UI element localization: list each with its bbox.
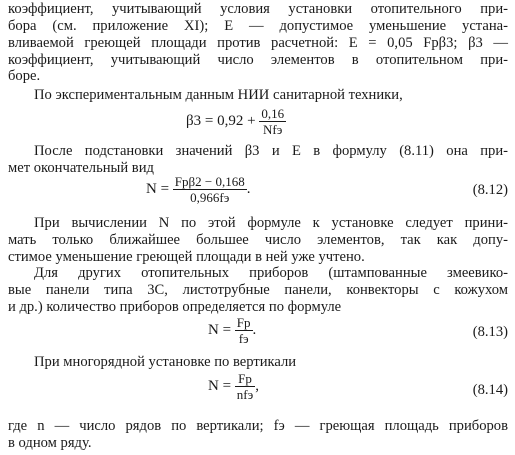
equation-lhs: N =	[208, 321, 232, 338]
equation-8-12	[8, 168, 508, 208]
fraction	[235, 315, 253, 346]
equation-number: (8.12)	[472, 182, 508, 198]
fraction	[173, 174, 247, 205]
equation-punct: ,	[255, 377, 259, 394]
text-line: где n — число рядов по вертикали; fэ — греющая площадь приборов	[8, 418, 508, 434]
fraction-numerator: 0,16	[261, 106, 285, 121]
text-line: После подстановки значений β3 и E в формулу (8.11) она при-	[34, 143, 508, 159]
equation-8-13	[8, 310, 508, 346]
equation-beta3	[8, 100, 508, 136]
fraction-numerator: Fp	[238, 371, 252, 386]
text-line: стимое уменьшение греющей площади в ней уже учтено.	[8, 249, 365, 265]
equation-8-14	[8, 366, 508, 406]
equation-punct: .	[246, 180, 251, 197]
fraction-numerator: Fp	[236, 315, 251, 330]
fraction-denominator: nfэ	[236, 387, 254, 402]
text-line: и др.) количество приборов определяется по формуле	[8, 299, 342, 315]
fraction-denominator: Nfэ	[259, 121, 286, 137]
equation-lhs: β3 = 0,92 +	[186, 112, 256, 129]
fraction-numerator: Fpβ2 − 0,168	[174, 174, 245, 189]
equation-lhs: N =	[208, 377, 232, 394]
equation-lhs: N =	[146, 180, 170, 197]
text-line: Для других отопительных приборов (штампованные змеевико-	[34, 265, 508, 281]
text-line: коэффициент, учитывающий условия установки отопительного при-	[8, 1, 508, 17]
text-line: в одном ряду.	[8, 435, 92, 451]
text-line: коэффициент, учитывающий число элементов в отопительном при-	[8, 52, 508, 68]
text-line: мет окончательный вид	[8, 160, 154, 176]
text-line: вые панели типа 3С, листотрубные панели, конвекторы с кожухом	[8, 282, 508, 298]
text-line: При многорядной установке по вертикали	[34, 354, 297, 370]
text-line: боре.	[8, 68, 41, 84]
fraction	[259, 106, 286, 137]
text-line: При вычислении N по этой формуле к установке следует прини-	[34, 215, 508, 231]
equation-number: (8.14)	[472, 382, 508, 398]
text-line: бора (см. приложение XI); E — допустимое уменьшение устана-	[8, 18, 508, 34]
equation-number: (8.13)	[472, 324, 508, 340]
fraction-denominator: fэ	[235, 330, 253, 346]
text-line: мать только ближайшее большее число элементов, так как допу-	[8, 232, 508, 248]
fraction	[235, 371, 255, 402]
fraction-denominator: 0,966fэ	[173, 189, 247, 205]
text-line: вливаемой греющей площади против расчетной: E = 0,05 Fpβ3; β3 —	[8, 35, 508, 51]
equation-punct: .	[252, 321, 257, 338]
text-line: По экспериментальным данным НИИ санитарной техники,	[34, 87, 403, 103]
